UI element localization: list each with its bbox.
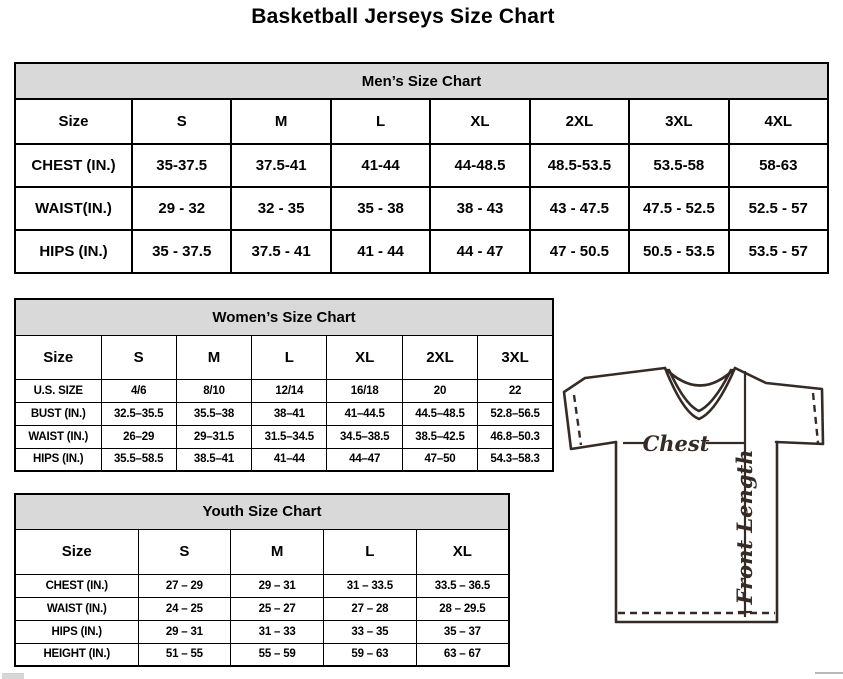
- data-cell: 41-44: [331, 144, 430, 187]
- front-length-label: Front Length: [732, 449, 757, 605]
- data-cell: 44–47: [327, 448, 402, 471]
- data-cell: 35 – 37: [416, 620, 509, 643]
- table-row: [15, 643, 509, 666]
- data-cell: 41–44: [252, 448, 327, 471]
- data-cell: 29 – 31: [138, 620, 231, 643]
- data-cell: 41–44.5: [327, 402, 402, 425]
- data-cell: 33 – 35: [324, 620, 417, 643]
- data-cell: 44.5–48.5: [402, 402, 477, 425]
- data-cell: 8/10: [176, 379, 251, 402]
- data-cell: 46.8–50.3: [478, 425, 553, 448]
- column-header-cell: Size: [15, 529, 138, 574]
- youth-size-table: [14, 493, 510, 667]
- table-row: [15, 620, 509, 643]
- jersey-collar-inner: [669, 370, 731, 411]
- row-label-cell: WAIST (IN.): [15, 597, 138, 620]
- data-cell: 16/18: [327, 379, 402, 402]
- row-label-cell: HEIGHT (IN.): [15, 643, 138, 666]
- data-cell: 34.5–38.5: [327, 425, 402, 448]
- chest-label: Chest: [642, 431, 710, 456]
- column-header-cell: Size: [15, 99, 132, 144]
- scrollbar-fragment-right[interactable]: [815, 672, 843, 674]
- table-title-bar: Women’s Size Chart: [15, 299, 553, 335]
- jersey-outline-icon: [555, 355, 843, 645]
- jersey-measurement-diagram: [555, 355, 843, 645]
- data-cell: 26–29: [101, 425, 176, 448]
- womens-size-chart-section: [14, 298, 554, 472]
- data-cell: 38–41: [252, 402, 327, 425]
- table-row: [15, 187, 828, 230]
- data-cell: 43 - 47.5: [530, 187, 629, 230]
- table-header-row: [15, 99, 828, 144]
- data-cell: 28 – 29.5: [416, 597, 509, 620]
- column-header-cell: S: [138, 529, 231, 574]
- data-cell: 33.5 – 36.5: [416, 574, 509, 597]
- data-cell: 35 - 38: [331, 187, 430, 230]
- data-cell: 35 - 37.5: [132, 230, 231, 273]
- table-header-row: [15, 529, 509, 574]
- data-cell: 48.5-53.5: [530, 144, 629, 187]
- column-header-cell: M: [231, 529, 324, 574]
- row-label-cell: HIPS (IN.): [15, 230, 132, 273]
- table-row: [15, 425, 553, 448]
- data-cell: 37.5 - 41: [231, 230, 330, 273]
- table-row: [15, 230, 828, 273]
- data-cell: 52.8–56.5: [478, 402, 553, 425]
- table-row: [15, 402, 553, 425]
- column-header-cell: XL: [416, 529, 509, 574]
- table-row: [15, 448, 553, 471]
- column-header-cell: L: [331, 99, 430, 144]
- table-row: [15, 597, 509, 620]
- data-cell: 31 – 33.5: [324, 574, 417, 597]
- row-label-cell: WAIST (IN.): [15, 425, 101, 448]
- data-cell: 38.5–41: [176, 448, 251, 471]
- data-cell: 29–31.5: [176, 425, 251, 448]
- column-header-cell: S: [101, 335, 176, 379]
- column-header-cell: L: [252, 335, 327, 379]
- data-cell: 53.5-58: [629, 144, 728, 187]
- data-cell: 35-37.5: [132, 144, 231, 187]
- womens-size-table: [14, 298, 554, 472]
- data-cell: 35.5–58.5: [101, 448, 176, 471]
- row-label-cell: WAIST(IN.): [15, 187, 132, 230]
- row-label-cell: CHEST (IN.): [15, 574, 138, 597]
- column-header-cell: 3XL: [629, 99, 728, 144]
- column-header-cell: L: [324, 529, 417, 574]
- data-cell: 50.5 - 53.5: [629, 230, 728, 273]
- data-cell: 31 – 33: [231, 620, 324, 643]
- row-label-cell: HIPS (IN.): [15, 620, 138, 643]
- data-cell: 55 – 59: [231, 643, 324, 666]
- row-label-cell: HIPS (IN.): [15, 448, 101, 471]
- mens-size-table: [14, 62, 829, 274]
- data-cell: 29 - 32: [132, 187, 231, 230]
- column-header-cell: 2XL: [530, 99, 629, 144]
- data-cell: 38.5–42.5: [402, 425, 477, 448]
- page-title: Basketball Jerseys Size Chart: [251, 5, 555, 28]
- column-header-cell: Size: [15, 335, 101, 379]
- column-header-cell: 4XL: [729, 99, 828, 144]
- data-cell: 52.5 - 57: [729, 187, 828, 230]
- data-cell: 41 - 44: [331, 230, 430, 273]
- column-header-cell: S: [132, 99, 231, 144]
- data-cell: 47.5 - 52.5: [629, 187, 728, 230]
- column-header-cell: XL: [430, 99, 529, 144]
- data-cell: 51 – 55: [138, 643, 231, 666]
- data-cell: 32 - 35: [231, 187, 330, 230]
- data-cell: 44-48.5: [430, 144, 529, 187]
- right-cuff-stitch-line: [813, 393, 818, 443]
- mens-size-chart-section: [14, 62, 829, 274]
- data-cell: 27 – 29: [138, 574, 231, 597]
- data-cell: 31.5–34.5: [252, 425, 327, 448]
- column-header-cell: 3XL: [478, 335, 553, 379]
- data-cell: 47–50: [402, 448, 477, 471]
- data-cell: 38 - 43: [430, 187, 529, 230]
- data-cell: 54.3–58.3: [478, 448, 553, 471]
- data-cell: 29 – 31: [231, 574, 324, 597]
- data-cell: 58-63: [729, 144, 828, 187]
- data-cell: 59 – 63: [324, 643, 417, 666]
- column-header-cell: M: [231, 99, 330, 144]
- data-cell: 47 - 50.5: [530, 230, 629, 273]
- table-title-bar: Youth Size Chart: [15, 494, 509, 529]
- data-cell: 53.5 - 57: [729, 230, 828, 273]
- column-header-cell: M: [176, 335, 251, 379]
- table-row: [15, 144, 828, 187]
- data-cell: 35.5–38: [176, 402, 251, 425]
- data-cell: 22: [478, 379, 553, 402]
- table-title-bar: Men’s Size Chart: [15, 63, 828, 99]
- scrollbar-fragment-left[interactable]: [2, 673, 24, 679]
- data-cell: 25 – 27: [231, 597, 324, 620]
- data-cell: 4/6: [101, 379, 176, 402]
- row-label-cell: U.S. SIZE: [15, 379, 101, 402]
- jersey-right-sleeve: [735, 368, 823, 444]
- column-header-cell: 2XL: [402, 335, 477, 379]
- data-cell: 44 - 47: [430, 230, 529, 273]
- table-row: [15, 379, 553, 402]
- column-header-cell: XL: [327, 335, 402, 379]
- data-cell: 63 – 67: [416, 643, 509, 666]
- data-cell: 24 – 25: [138, 597, 231, 620]
- youth-size-chart-section: [14, 493, 510, 667]
- row-label-cell: BUST (IN.): [15, 402, 101, 425]
- data-cell: 27 – 28: [324, 597, 417, 620]
- table-row: [15, 574, 509, 597]
- left-cuff-stitch-line: [574, 395, 581, 445]
- data-cell: 12/14: [252, 379, 327, 402]
- data-cell: 32.5–35.5: [101, 402, 176, 425]
- data-cell: 20: [402, 379, 477, 402]
- row-label-cell: CHEST (IN.): [15, 144, 132, 187]
- table-header-row: [15, 335, 553, 379]
- data-cell: 37.5-41: [231, 144, 330, 187]
